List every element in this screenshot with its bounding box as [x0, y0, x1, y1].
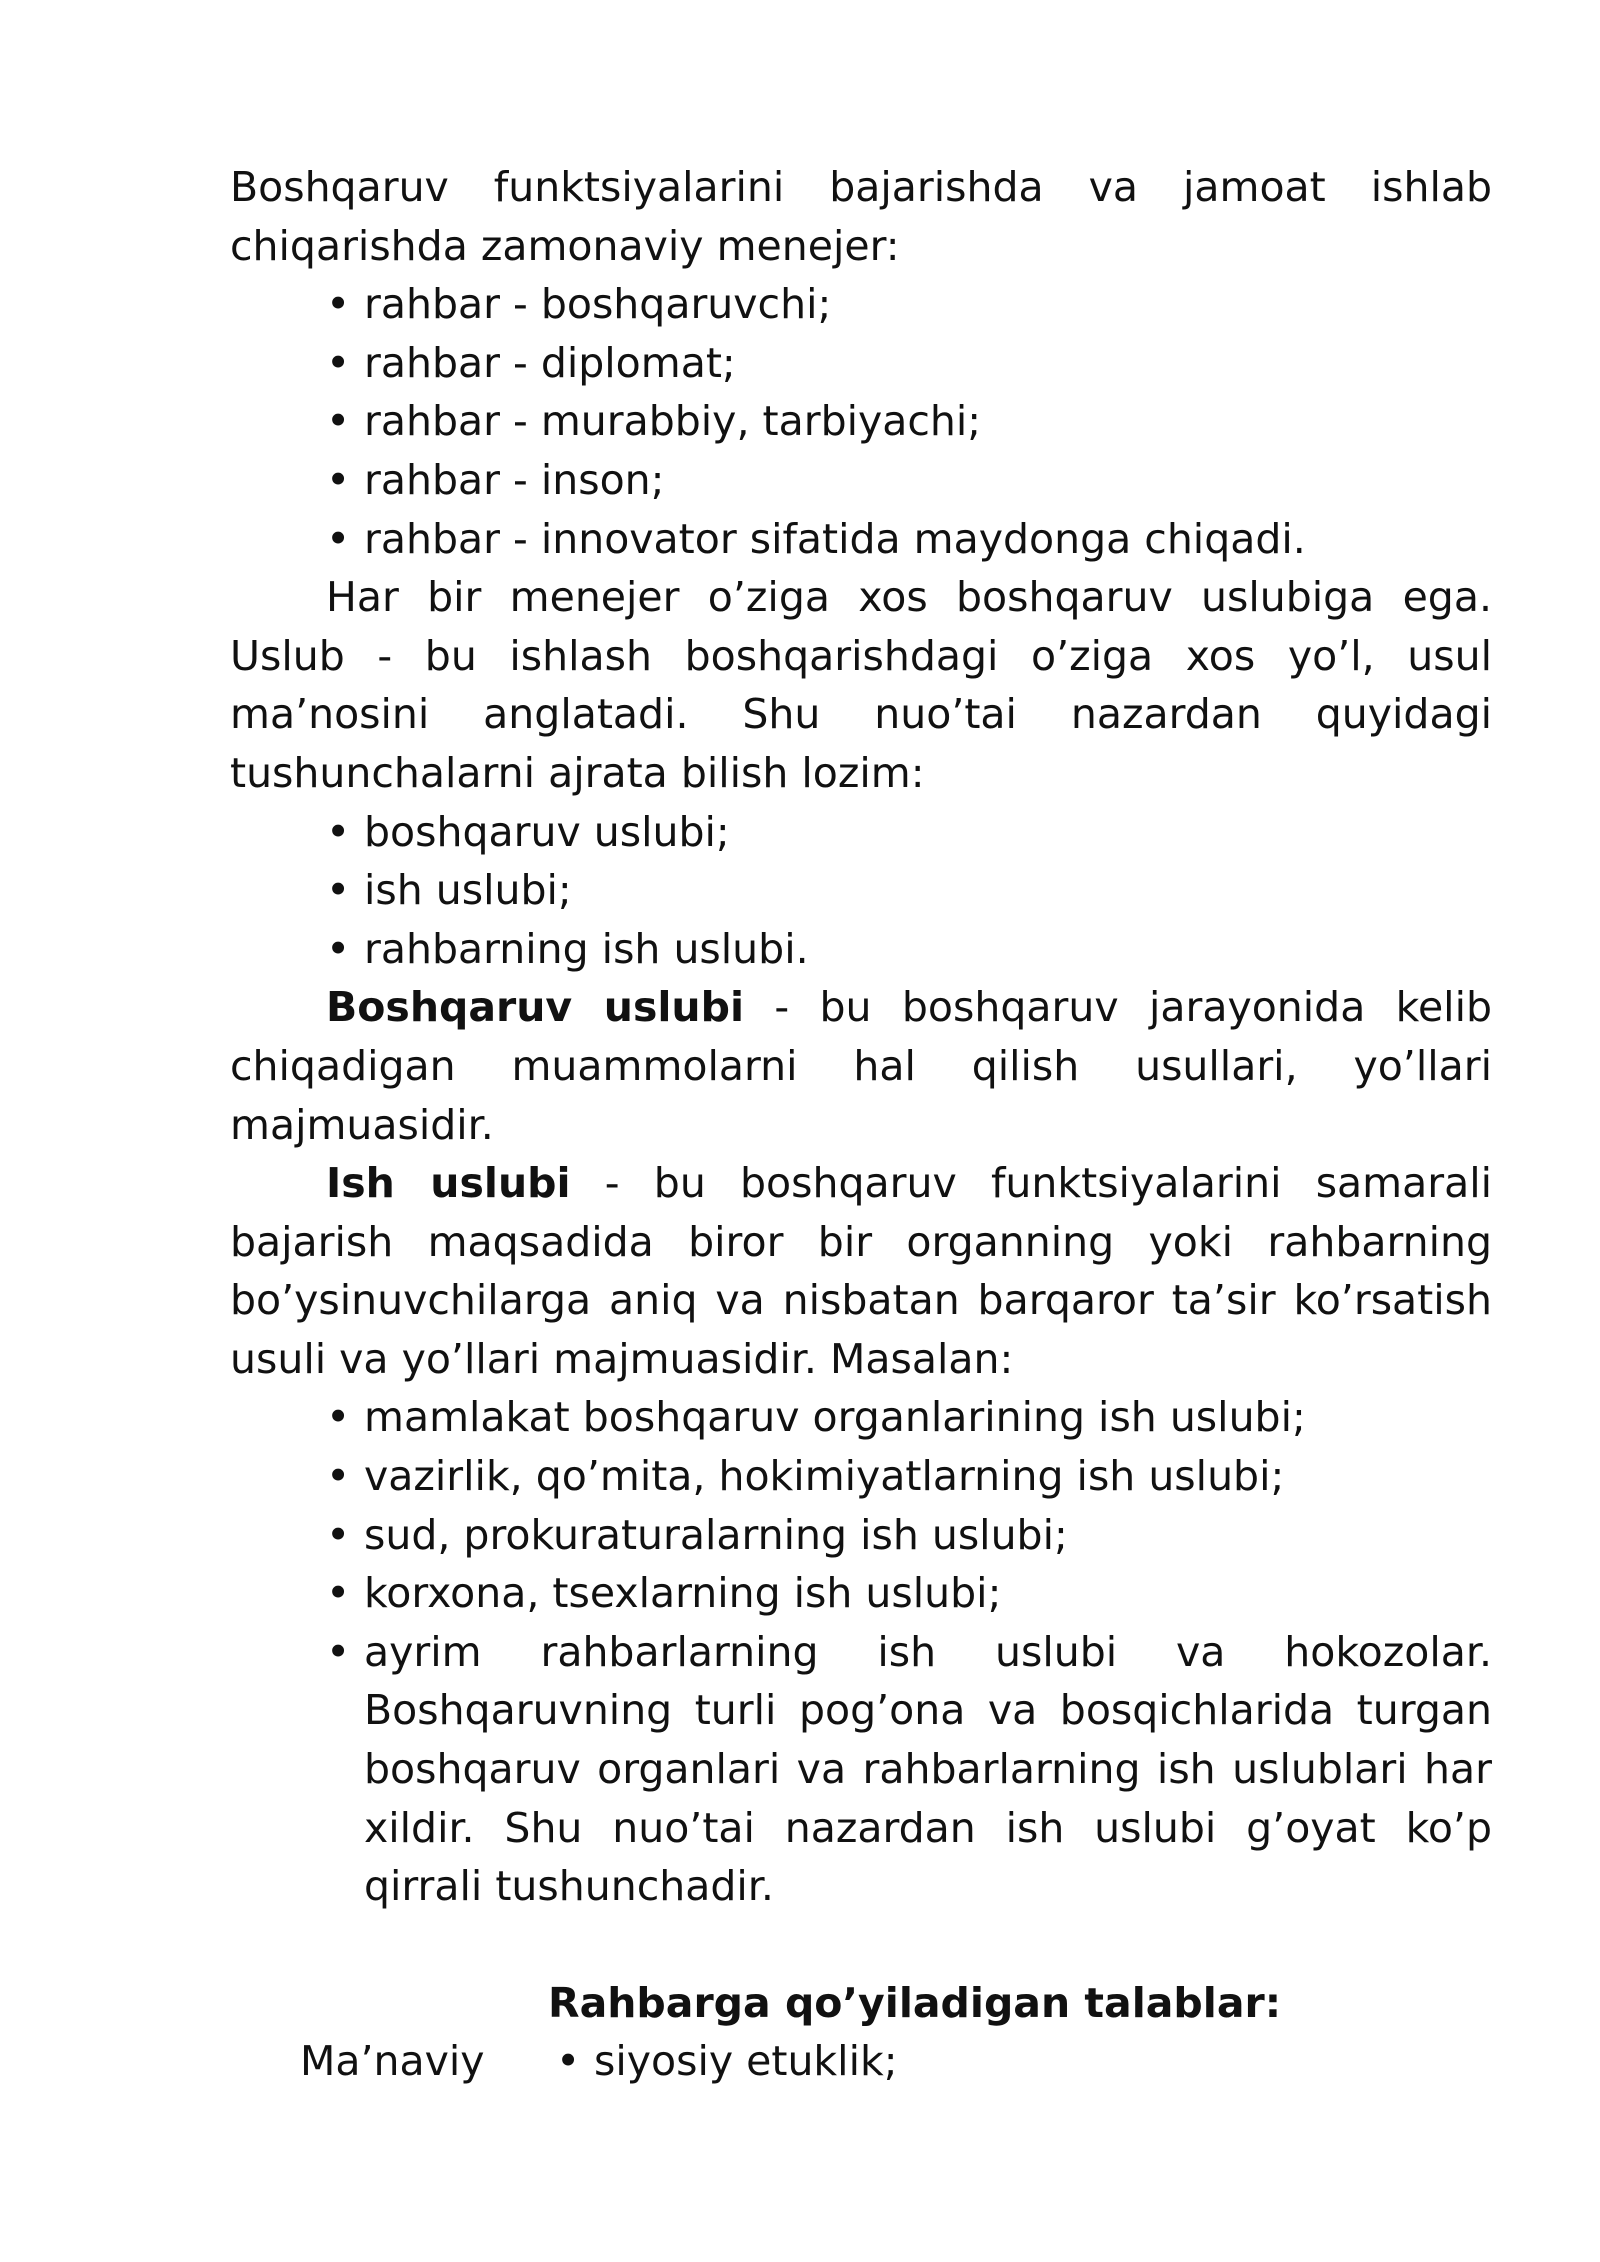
intro-paragraph: Boshqaruv funktsiyalarini bajarishda va jamoat ishlab chiqarishda zamonaviy menejer:: [230, 163, 1492, 270]
list-item-text: rahbar - diplomat;: [364, 338, 736, 387]
list-item-text: korxona, tsexlarning ish uslubi;: [364, 1569, 1002, 1618]
bullet-icon: •: [326, 455, 351, 504]
list-item: [326, 275, 1492, 334]
bullet-icon: •: [326, 1627, 351, 1676]
bullet-icon: •: [326, 924, 351, 973]
list-item: [326, 1447, 1492, 1506]
bullet-icon: •: [326, 1393, 351, 1442]
list-item-text: rahbarning ish uslubi.: [364, 924, 809, 973]
examples-list: [230, 1388, 1492, 1915]
list-item: [326, 1564, 1492, 1623]
definition-term: Boshqaruv uslubi: [326, 983, 744, 1032]
bullet-icon: •: [326, 514, 351, 563]
list-item-text: boshqaruv uslubi;: [364, 807, 730, 856]
definition-text: - bu boshqaruv jarayonida kelib chiqadigan muammolarni hal qilish usullari, yo’llari majmuasidir.: [230, 983, 1492, 1149]
list-item-text: siyosiy etuklik;: [594, 2037, 898, 2086]
section-spacer: [230, 1916, 1492, 1974]
list-item-text: rahbar - murabbiy, tarbiyachi;: [364, 397, 982, 446]
list-item: [326, 510, 1492, 569]
list-item-text: vazirlik, qo’mita, hokimiyatlarning ish uslubi;: [364, 1452, 1285, 1501]
roles-list: [230, 275, 1492, 568]
list-item: [326, 861, 1492, 920]
bullet-icon: •: [326, 1452, 351, 1501]
list-item: [556, 2032, 898, 2091]
section-heading: Rahbarga qo’yiladigan talablar:: [548, 1978, 1282, 2027]
bullet-icon: •: [326, 1569, 351, 1618]
document-page: [230, 158, 1492, 2091]
requirement-category: Ma’naviy: [300, 2037, 485, 2086]
definition-text: - bu boshqaruv funktsiyalarini samarali bajarish maqsadida biror bir organning yoki rahbarning bo’ysinuvchilarga aniq va nisbatan barqaror ta’sir ko’rsatish usuli va yo’llari majmuasidir. Masalan:: [230, 1159, 1493, 1383]
management-style-definition: [230, 978, 1492, 1154]
list-item: [326, 1623, 1492, 1916]
bullet-icon: •: [326, 807, 351, 856]
bullet-icon: •: [326, 397, 351, 446]
list-item: [326, 392, 1492, 451]
list-item-text: rahbar - inson;: [364, 455, 665, 504]
list-item: [326, 1388, 1492, 1447]
list-item-text: rahbar - innovator sifatida maydonga chiqadi.: [364, 514, 1306, 563]
definition-term: Ish uslubi: [326, 1159, 571, 1208]
list-item-text: sud, prokuraturalarning ish uslubi;: [364, 1510, 1068, 1559]
requirements-row: [230, 2032, 1492, 2091]
bullet-icon: •: [326, 866, 351, 915]
bullet-icon: •: [326, 1510, 351, 1559]
list-item-text: ayrim rahbarlarning ish uslubi va hokozolar. Boshqaruvning turli pog’ona va bosqichlarida turgan boshqaruv organlari va rahbarlarning ish uslublari har xildir. Shu nuo’tai nazardan ish uslubi g’oyat ko’p qirrali tushunchadir.: [364, 1627, 1492, 1911]
list-item-text: mamlakat boshqaruv organlarining ish uslubi;: [364, 1393, 1306, 1442]
list-item: [326, 1506, 1492, 1565]
list-item: [326, 451, 1492, 510]
work-style-definition: [230, 1154, 1492, 1388]
requirements-list: [530, 2032, 898, 2091]
list-item: [326, 334, 1492, 393]
list-item-text: ish uslubi;: [364, 866, 572, 915]
bullet-icon: •: [556, 2037, 581, 2086]
list-item: [326, 803, 1492, 862]
style-paragraph: Har bir menejer o’ziga xos boshqaruv uslubiga ega. Uslub - bu ishlash boshqarishdagi o’ziga xos yo’l, usul ma’nosini anglatadi. Shu nuo’tai nazardan quyidagi tushunchalarni ajrata bilish lozim:: [230, 573, 1492, 797]
concepts-list: [230, 803, 1492, 979]
list-item-text: rahbar - boshqaruvchi;: [364, 280, 832, 329]
bullet-icon: •: [326, 338, 351, 387]
list-item: [326, 920, 1492, 979]
bullet-icon: •: [326, 280, 351, 329]
